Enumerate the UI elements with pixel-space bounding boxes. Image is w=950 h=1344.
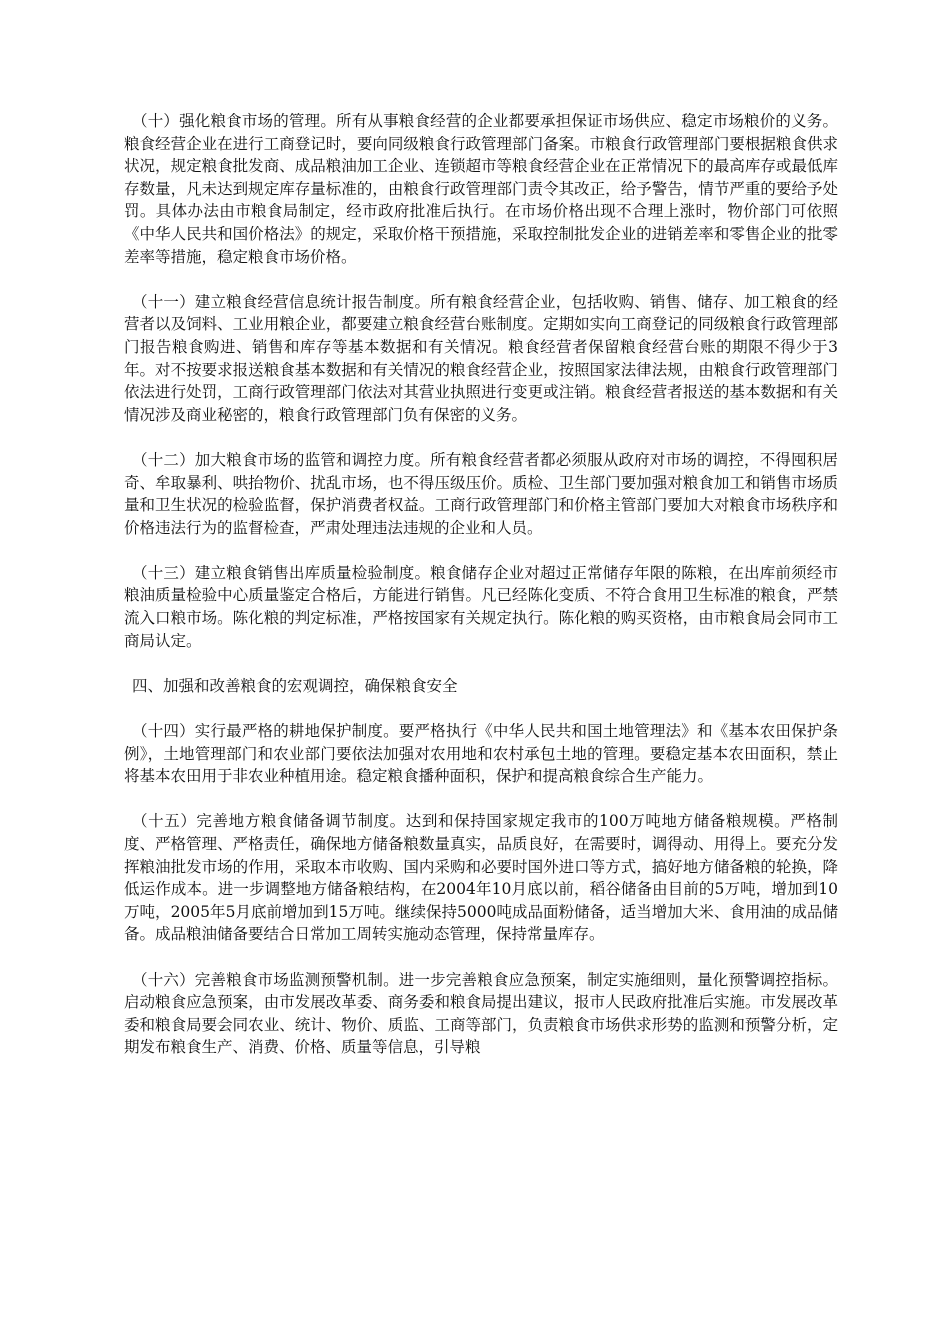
paragraph-10: （十）强化粮食市场的管理。所有从事粮食经营的企业都要承担保证市场供应、稳定市场粮价的义务。粮食经营企业在进行工商登记时，要向同级粮食行政管理部门备案。市粮食行政管理部门要根据粮食供求状况，规定粮食批发商、成品粮油加工企业、连锁超市等粮食经营企业在正常情况下的最高库存或最低库存数量，凡未达到规定库存量标准的，由粮食行政管理部门责令其改正，给予警告，情节严重的要给予处罚。具体办法由市粮食局制定，经市政府批准后执行。在市场价格出现不合理上涨时，物价部门可依照《中华人民共和国价格法》的规定，采取价格干预措施，采取控制批发企业的进销差率和零售企业的批零差率等措施，稳定粮食市场价格。	[124, 112, 838, 266]
paragraph-15: （十五）完善地方粮食储备调节制度。达到和保持国家规定我市的100万吨地方储备粮规模。严格制度、严格管理、严格责任，确保地方储备粮数量真实，品质良好，在需要时，调得动、用得上。要充分发挥粮油批发市场的作用，采取本市收购、国内采购和必要时国外进口等方式，搞好地方储备粮的轮换，降低运作成本。进一步调整地方储备粮结构，在2004年10月底以前，稻谷储备由目前的5万吨，增加到10万吨，2005年5月底前增加到15万吨。继续保持5000吨成品面粉储备，适当增加大米、食用油的成品储备。成品粮油储备要结合日常加工周转实施动态管理，保持常量库存。	[124, 812, 838, 944]
section-heading: 四、加强和改善粮食的宏观调控，确保粮食安全	[132, 676, 458, 695]
document-page	[124, 110, 838, 1082]
paragraph-14: （十四）实行最严格的耕地保护制度。要严格执行《中华人民共和国土地管理法》和《基本农田保护条例》，土地管理部门和农业部门要依法加强对农用地和农村承包土地的管理。要稳定基本农田面积，禁止将基本农田用于非农业种植用途。稳定粮食播种面积，保护和提高粮食综合生产能力。	[124, 722, 838, 786]
paragraph-11: （十一）建立粮食经营信息统计报告制度。所有粮食经营企业，包括收购、销售、储存、加工粮食的经营者以及饲料、工业用粮企业，都要建立粮食经营台账制度。定期如实向工商登记的同级粮食行政管理部门报告粮食购进、销售和库存等基本数据和有关情况。粮食经营者保留粮食经营台账的期限不得少于3年。对不按要求报送粮食基本数据和有关情况的粮食经营企业，按照国家法律法规，由粮食行政管理部门依法进行处罚，工商行政管理部门依法对其营业执照进行变更或注销。粮食经营者报送的基本数据和有关情况涉及商业秘密的，粮食行政管理部门负有保密的义务。	[124, 292, 838, 424]
paragraph-13: （十三）建立粮食销售出库质量检验制度。粮食储存企业对超过正常储存年限的陈粮，在出库前须经市粮油质量检验中心质量鉴定合格后，方能进行销售。凡已经陈化变质、不符合食用卫生标准的粮食，严禁流入口粮市场。陈化粮的判定标准，严格按国家有关规定执行。陈化粮的购买资格，由市粮食局会同市工商局认定。	[124, 563, 838, 650]
paragraph-12: （十二）加大粮食市场的监管和调控力度。所有粮食经营者都必须服从政府对市场的调控，不得囤积居奇、牟取暴利、哄抬物价、扰乱市场，也不得压级压价。质检、卫生部门要加强对粮食加工和销售市场质量和卫生状况的检验监督，保护消费者权益。工商行政管理部门和价格主管部门要加大对粮食市场秩序和价格违法行为的监督检查，严肃处理违法违规的企业和人员。	[124, 450, 838, 537]
paragraph-16: （十六）完善粮食市场监测预警机制。进一步完善粮食应急预案，制定实施细则，量化预警调控指标。启动粮食应急预案，由市发展改革委、商务委和粮食局提出建议，报市人民政府批准后实施。市发展改革委和粮食局要会同农业、统计、物价、质监、工商等部门，负责粮食市场供求形势的监测和预警分析，定期发布粮食生产、消费、价格、质量等信息，引导粮	[124, 970, 838, 1057]
